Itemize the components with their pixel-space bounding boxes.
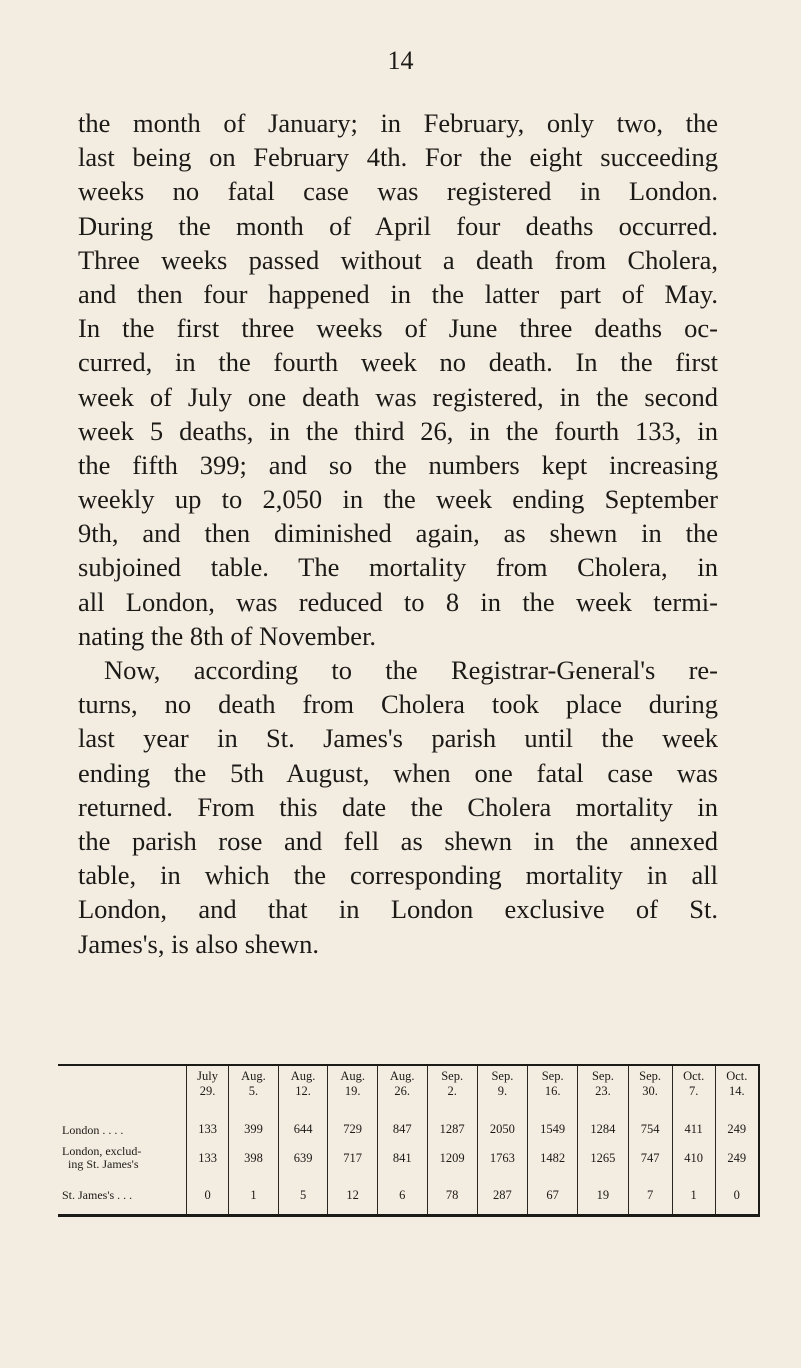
table-cell: 639 bbox=[278, 1140, 328, 1176]
table-cell: 1 bbox=[672, 1176, 715, 1216]
text-line: last year in St. James's parish until the week bbox=[78, 723, 718, 754]
text-line: the month of January; in February, only two, the bbox=[78, 108, 718, 138]
page-number: 14 bbox=[387, 46, 414, 75]
column-header: Sep. 9. bbox=[477, 1065, 527, 1109]
text-line: ending the 5th August, when one fatal case was bbox=[78, 757, 718, 788]
header-corner bbox=[58, 1065, 187, 1109]
table-cell: 1763 bbox=[477, 1140, 527, 1176]
table-cell: 410 bbox=[672, 1140, 715, 1176]
row-label-line: London, exclud- bbox=[62, 1144, 142, 1158]
table-cell: 6 bbox=[377, 1176, 427, 1216]
table-cell: 12 bbox=[328, 1176, 378, 1216]
table-cell: 747 bbox=[628, 1140, 672, 1176]
text-line: 9th, and then diminished again, as shewn in the bbox=[78, 518, 718, 549]
text-line: week 5 deaths, in the third 26, in the fourth 133, in bbox=[78, 415, 718, 446]
table-cell: 398 bbox=[229, 1140, 279, 1176]
text-line: all London, was reduced to 8 in the week termi- bbox=[78, 586, 718, 617]
text-line: Now, according to the Registrar-General's re- bbox=[104, 655, 718, 685]
table-cell: 1265 bbox=[578, 1140, 628, 1176]
row-label: London . . . . bbox=[62, 1123, 124, 1137]
table-cell: 1549 bbox=[528, 1109, 578, 1140]
table-cell: 0 bbox=[187, 1176, 229, 1216]
row-label: St. James's . . . bbox=[62, 1187, 133, 1202]
table-cell: 249 bbox=[715, 1109, 759, 1140]
table-cell: 1287 bbox=[427, 1109, 477, 1140]
text-line: the parish rose and fell as shewn in the annexed bbox=[78, 825, 718, 856]
text-line: table, in which the corresponding mortality in all bbox=[78, 860, 718, 891]
text-line: Three weeks passed without a death from Cholera, bbox=[78, 244, 718, 275]
text-line: curred, in the fourth week no death. In the first bbox=[78, 347, 718, 378]
table-cell: 287 bbox=[477, 1176, 527, 1216]
table-row-london bbox=[58, 1109, 759, 1140]
text-line: subjoined table. The mortality from Cholera, in bbox=[78, 552, 718, 583]
table-cell: 754 bbox=[628, 1109, 672, 1140]
table-cell: 133 bbox=[187, 1140, 229, 1176]
table-cell: 841 bbox=[377, 1140, 427, 1176]
text-line: During the month of April four deaths occurred. bbox=[78, 210, 718, 241]
text-line: James's, is also shewn. bbox=[78, 928, 320, 959]
column-header: Sep. 2. bbox=[427, 1065, 477, 1109]
text-line: the fifth 399; and so the numbers kept increasing bbox=[78, 449, 718, 480]
column-header: Aug. 12. bbox=[278, 1065, 328, 1109]
text-line: nating the 8th of November. bbox=[78, 620, 377, 651]
table-header-row bbox=[58, 1065, 759, 1109]
table-cell: 1482 bbox=[528, 1140, 578, 1176]
text-line: weeks no fatal case was registered in London. bbox=[78, 176, 718, 207]
text-line: last being on February 4th. For the eight succeeding bbox=[78, 142, 718, 173]
column-header: Sep. 30. bbox=[628, 1065, 672, 1109]
text-line: returned. From this date the Cholera mortality in bbox=[78, 791, 718, 822]
column-header: Aug. 5. bbox=[229, 1065, 279, 1109]
paragraph-2 bbox=[78, 653, 718, 961]
row-label-line: ing St. James's bbox=[68, 1157, 139, 1171]
row-label bbox=[58, 1140, 187, 1176]
table-cell: 644 bbox=[278, 1109, 328, 1140]
body-text bbox=[78, 106, 718, 961]
column-header: Oct. 7. bbox=[672, 1065, 715, 1109]
column-header: Sep. 16. bbox=[528, 1065, 578, 1109]
paragraph-1 bbox=[78, 106, 718, 653]
table-cell: 67 bbox=[528, 1176, 578, 1216]
table-cell: 847 bbox=[377, 1109, 427, 1140]
table-cell: 411 bbox=[672, 1109, 715, 1140]
column-header: Aug. 19. bbox=[328, 1065, 378, 1109]
table-cell: 717 bbox=[328, 1140, 378, 1176]
mortality-table bbox=[58, 1064, 760, 1217]
table-row-st-james bbox=[58, 1176, 759, 1216]
table-cell: 399 bbox=[229, 1109, 279, 1140]
table-row-london-excluding bbox=[58, 1140, 759, 1176]
text-line: week of July one death was registered, in the second bbox=[78, 381, 718, 412]
table-cell: 1 bbox=[229, 1176, 279, 1216]
text-line: turns, no death from Cholera took place during bbox=[78, 689, 718, 720]
column-header: Oct. 14. bbox=[715, 1065, 759, 1109]
column-header: Aug. 26. bbox=[377, 1065, 427, 1109]
column-header: Sep. 23. bbox=[578, 1065, 628, 1109]
table-cell: 1284 bbox=[578, 1109, 628, 1140]
text-line: weekly up to 2,050 in the week ending September bbox=[78, 484, 718, 515]
table-cell: 7 bbox=[628, 1176, 672, 1216]
text-line: In the first three weeks of June three deaths oc- bbox=[78, 313, 718, 344]
table-cell: 729 bbox=[328, 1109, 378, 1140]
mortality-table-wrapper bbox=[58, 1064, 760, 1217]
table-cell: 0 bbox=[715, 1176, 759, 1216]
table-cell: 249 bbox=[715, 1140, 759, 1176]
column-header: July 29. bbox=[187, 1065, 229, 1109]
table-cell: 78 bbox=[427, 1176, 477, 1216]
table-cell: 1209 bbox=[427, 1140, 477, 1176]
table-cell: 133 bbox=[187, 1109, 229, 1140]
table-cell: 2050 bbox=[477, 1109, 527, 1140]
table-cell: 5 bbox=[278, 1176, 328, 1216]
text-line: London, and that in London exclusive of St. bbox=[78, 894, 718, 925]
text-line: and then four happened in the latter part of May. bbox=[78, 278, 718, 309]
table-cell: 19 bbox=[578, 1176, 628, 1216]
